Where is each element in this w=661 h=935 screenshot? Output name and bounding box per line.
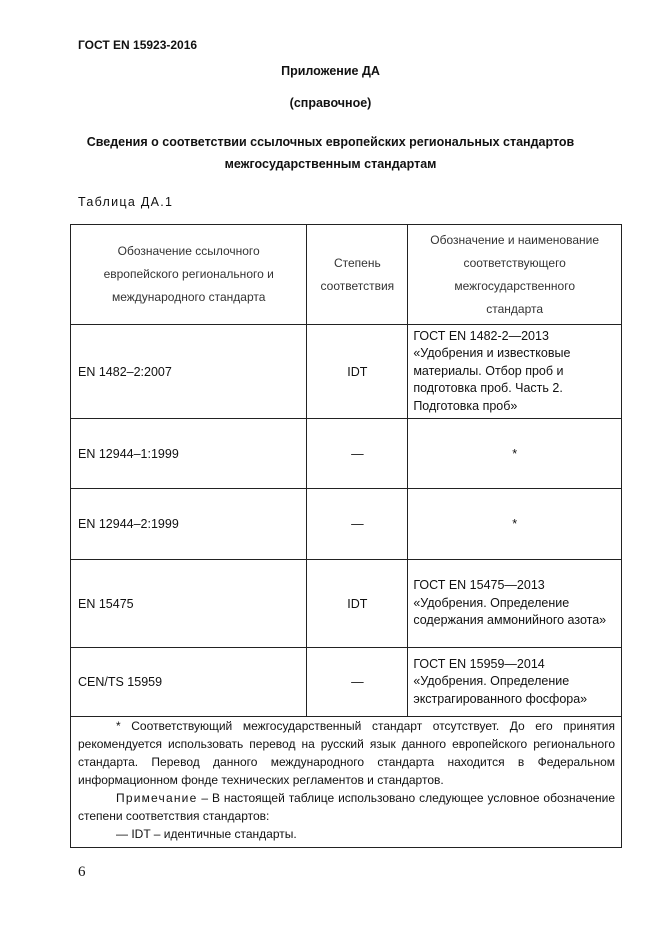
gost-title: «Удобрения и известковые материалы. Отбор проб и подготовка проб. Часть 2. Подготовка проб» <box>413 346 571 413</box>
annex-title: Приложение ДА <box>281 64 380 78</box>
ref-standard: EN 12944–2:1999 <box>71 489 307 560</box>
annex-subtitle: (справочное) <box>289 96 372 110</box>
column-header-reference: Обозначение ссылочного европейского регионального и международного стандарта <box>71 225 307 325</box>
table-footnote <box>71 717 622 848</box>
gost-standard <box>408 648 622 717</box>
note-text: – В настоящей таблице использовано следующее условное обозначение степени соответствия стандартов: <box>78 791 615 823</box>
column-header-gost: Обозначение и наименование соответствующего межгосударственного стандарта <box>408 225 622 325</box>
gost-code: ГОСТ EN 15475—2013 <box>413 578 545 593</box>
footnote-marker: * <box>408 419 622 489</box>
table-header-row <box>71 225 622 325</box>
table-row <box>71 560 622 648</box>
degree: — <box>307 489 408 560</box>
column-header-degree: Степень соответствия <box>307 225 408 325</box>
gost-code: ГОСТ EN 15959—2014 <box>413 656 545 671</box>
table-footer-row <box>71 717 622 848</box>
page-number: 6 <box>78 864 86 880</box>
annex-heading-line1: Сведения о соответствии ссылочных европейских региональных стандартов <box>86 135 575 149</box>
correspondence-table <box>70 224 622 848</box>
document-code: ГОСТ EN 15923-2016 <box>78 38 198 52</box>
ref-standard: EN 1482–2:2007 <box>71 325 307 419</box>
gost-code: ГОСТ EN 1482-2—2013 <box>413 328 549 343</box>
degree: — <box>307 419 408 489</box>
table-row <box>71 648 622 717</box>
note-item: — IDT – идентичные стандарты. <box>116 827 297 841</box>
gost-title: «Удобрения. Определение экстрагированного фосфора» <box>413 674 588 706</box>
table-caption: Таблица ДА.1 <box>78 195 174 209</box>
table-note <box>78 789 615 825</box>
table-row <box>71 325 622 419</box>
degree: — <box>307 648 408 717</box>
note-label: Примечание <box>116 791 198 805</box>
table-row <box>71 489 622 560</box>
gost-standard <box>408 325 622 419</box>
footnote-marker: * <box>408 489 622 560</box>
table-row <box>71 419 622 489</box>
degree: IDT <box>307 560 408 648</box>
annex-heading-line2: межгосударственным стандартам <box>224 157 437 171</box>
annex-heading <box>0 131 661 175</box>
ref-standard: CEN/TS 15959 <box>71 648 307 717</box>
gost-title: «Удобрения. Определение содержания аммонийного азота» <box>413 595 607 628</box>
ref-standard: EN 15475 <box>71 560 307 648</box>
ref-standard: EN 12944–1:1999 <box>71 419 307 489</box>
degree: IDT <box>307 325 408 419</box>
footnote-text: * Соответствующий межгосударственный стандарт отсутствует. До его принятия рекомендуется использовать перевод на русский язык данного европейского регионального стандарта. Перевод данного международного стандарта находится в Федеральном информационном фонде технических регламентов и стандартов. <box>78 719 615 787</box>
gost-standard <box>408 560 622 648</box>
